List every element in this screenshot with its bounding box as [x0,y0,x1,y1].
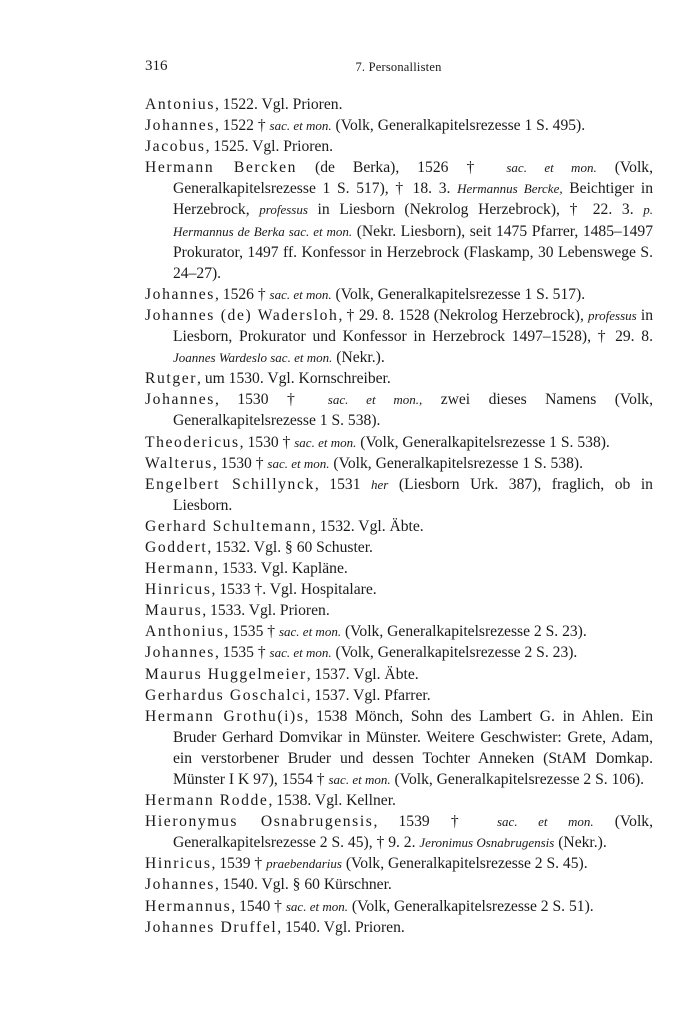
list-entry [145,874,653,895]
entry-name: Gerhard Schultemann [145,517,312,535]
entry-text: (Volk, Generalkapitelsrezesse 1 S. 517), † 18. 3. [173,159,653,198]
entry-latin-note: professus [588,307,637,323]
entry-text: , 1539 † [373,813,497,831]
page-number: 316 [145,58,168,74]
entry-text: (Volk, Generalkapitelsrezesse 1 S. 495). [331,117,586,135]
entry-text: (Nekr.). [554,834,607,852]
entry-text: , 1530 † [214,391,328,409]
entry-name: Rutger [145,370,198,388]
entry-latin-note: Jeronimus Osnabrugensis [419,835,555,851]
entry-latin-note: sac. et mon. [267,455,330,471]
running-title: 7. Personallisten [355,60,442,74]
list-entry [145,664,653,685]
entry-text: (Volk, Generalkapitelsrezesse 2 S. 23). [341,623,587,641]
entry-name: Johannes [145,876,215,894]
list-entry [145,558,653,579]
entry-latin-note: sac. et mon., [327,392,423,408]
entry-text: , 1540. Vgl. § 60 Kürschner. [214,876,392,894]
entry-text: , um 1530. Vgl. Kornschreiber. [197,370,391,388]
list-entry [145,516,653,537]
entry-name: Hermannus [145,897,232,915]
entry-name: Hermann [145,560,215,578]
entry-latin-note: her [371,476,389,492]
list-entry [145,896,653,917]
entry-text: , 1530 † [212,454,268,472]
entry-text: (Volk, Generalkapitelsrezesse 2 S. 106). [390,771,645,788]
entry-text: , 1530 † [239,433,295,451]
entry-text: , 1540. Vgl. Prioren. [277,918,405,936]
entry-text: , 1532. Vgl. § 60 Schuster. [207,538,373,556]
list-entry [145,453,653,474]
entry-text: , 1539 † [211,855,267,873]
entry-text: , 1537. Vgl. Äbte. [306,665,419,683]
list-entry [145,579,653,600]
entry-text: (Liesborn Urk. 387), fraglich, ob in Liesborn. [173,475,653,514]
list-entry [145,790,653,811]
list-entry [145,305,653,368]
entry-name: Antonius [145,96,215,113]
list-entry [145,853,653,874]
entry-name: Maurus Huggelmeier [145,665,307,683]
list-entry [145,115,653,136]
entry-text: (Volk, Generalkapitelsrezesse 1 S. 517). [331,285,586,303]
entry-text: , 1538. Vgl. Kellner. [268,792,396,810]
entry-text: , † 29. 8. 1528 (Nekrolog Herzebrock), [338,306,589,324]
list-entry [145,136,653,157]
entry-name: Johannes [145,285,215,303]
entry-latin-note: Joannes Wardeslo sac. et mon. [173,350,333,366]
list-entry [145,600,653,621]
entry-name: Gerhardus Goschalci [145,686,307,704]
entry-text: , 1533. Vgl. Prioren. [202,602,330,620]
list-entry [145,94,653,115]
entry-latin-note: sac. et mon. [497,814,594,830]
entry-latin-note: sac. et mon. [328,772,391,787]
entry-text: (Nekr.). [332,349,385,367]
list-entry [145,474,653,516]
entry-latin-note: sac. et mon. [294,434,357,450]
entry-latin-note: p. Hermannus de Berka sac. et mon. [173,202,653,239]
page-header [145,58,652,80]
entry-name: Hermann Rodde [145,792,269,810]
entry-name: Engelbert Schillynck [145,475,315,493]
entry-text: (Volk, Generalkapitelsrezesse 1 S. 538). [329,454,584,472]
entry-name: Johannes [145,117,215,135]
entry-name: Maurus [145,602,203,620]
entry-latin-note: sac. et mon. [285,898,348,914]
list-entry [145,642,653,663]
entry-text: , 1533. Vgl. Kapläne. [214,560,348,578]
entry-latin-note: sac. et mon. [278,624,342,640]
entry-text: (Volk, Generalkapitelsrezesse 2 S. 51). [347,897,594,915]
list-entry [145,621,653,642]
entry-latin-note: sac. et mon. [269,645,332,661]
entry-text: , 1535 † [224,623,279,641]
entry-text: in Liesborn (Nekrolog Herzebrock), † 22. 3. [307,201,644,219]
entry-text: (Nekr. Liesborn), seit 1475 Pfarrer, 1485–1497 Prokurator, 1497 ff. Konfessor in Herzebrock (Flaskamp, 30 Lebenswege S. 24–27). [173,222,654,282]
entry-text: , 1535 † [214,644,270,662]
entry-name: Walterus [145,454,213,472]
list-entry [145,811,653,853]
entry-name: Johannes [145,644,215,662]
entry-name: Hermann Bercken [145,159,297,177]
entry-name: Johannes [145,391,215,409]
entry-text: , 1531 [314,475,372,493]
list-entry [145,537,653,558]
entry-latin-note: sac. et mon. [269,118,332,134]
entry-text: (Volk, Generalkapitelsrezesse 1 S. 538). [356,433,610,451]
entry-text: , 1522 † [214,117,270,135]
list-entry [145,432,653,453]
entry-text: , 1532. Vgl. Äbte. [311,517,424,535]
entry-name: Hieronymus Osnabrugensis [145,813,374,831]
entry-name: Goddert [145,538,208,556]
entry-text: , 1522. Vgl. Prioren. [214,96,343,113]
entry-text: , 1538 Mönch, Sohn des Lambert G. in Ahlen. Ein Bruder Gerhard Domvikar in Münster. Weitere Geschwister: Grete, Adam, ein verstorbener Bruder und dessen Tochter Anneken (StAM Domkap. Münster I K 97), 1554 † [173,707,653,788]
entry-latin-note: professus [259,202,308,218]
entry-text: , 1540 † [231,897,286,915]
entry-name: Hinricus [145,855,212,873]
list-entry [145,706,653,790]
entry-text: (Volk, Generalkapitelsrezesse 2 S. 45). [341,855,588,873]
entry-latin-note: Hermannus Bercke, [457,181,563,197]
entry-latin-note: sac. et mon. [506,160,597,176]
entry-name: Jacobus [145,138,206,156]
entry-name: Johannes Druffel [145,918,278,936]
entry-text: zwei dieses Namens (Volk, Generalkapitelsrezesse 1 S. 538). [173,391,653,430]
entry-text: in Liesborn, Prokurator und Konfessor in Herzebrock 1497–1528), † 29. 8. [173,306,654,346]
list-entry [145,389,653,431]
entry-name: Hermann Grothu(i)s [145,707,305,725]
entry-text: (de Berka), 1526 † [296,159,507,177]
entry-name: Theodericus [145,433,240,451]
entry-text: , 1537. Vgl. Pfarrer. [306,686,431,704]
entry-text: , 1533 †. Vgl. Hospitalare. [211,581,377,599]
entry-latin-note: praebendarius [266,856,342,872]
entry-text: (Volk, Generalkapitelsrezesse 2 S. 23). [331,644,578,662]
personnel-list [145,94,653,938]
list-entry [145,917,653,938]
entry-name: Johannes (de) Wadersloh [145,306,339,324]
list-entry [145,284,653,305]
entry-latin-note: sac. et mon. [269,286,332,302]
entry-text: Beichtiger in Herzebrock, [173,180,654,219]
entry-name: Anthonius [145,623,225,641]
entry-name: Hinricus [145,581,212,599]
list-entry [145,368,653,389]
list-entry [145,685,653,706]
list-entry [145,157,653,284]
entry-text: (Volk, Generalkapitelsrezesse 2 S. 45), † 9. 2. [173,813,654,852]
entry-text: , 1526 † [214,285,270,303]
entry-text: , 1525. Vgl. Prioren. [205,138,334,156]
